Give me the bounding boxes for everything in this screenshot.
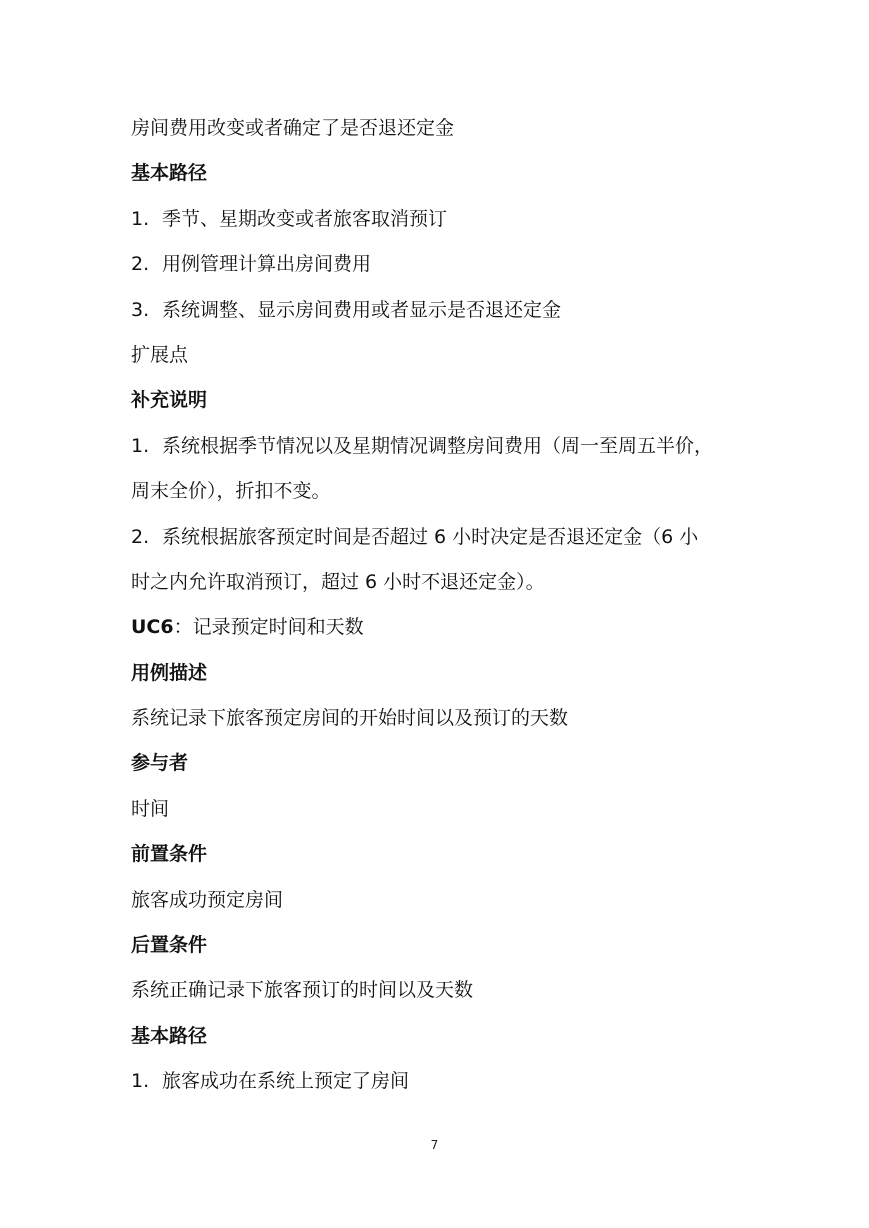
use-case-label: UC6 [131,616,174,639]
section-heading: 基本路径 [131,1024,208,1047]
list-text: 季节、星期改变或者旅客取消预订 [162,207,448,230]
list-text: 用例管理计算出房间费用 [162,253,372,276]
list-number: 2. [131,525,150,548]
list-number: 1. [131,1070,150,1093]
list-text: 系统根据旅客预定时间是否超过 6 小时决定是否退还定金（6 小 [162,525,699,548]
use-case-title [131,611,751,643]
paragraph: 扩展点 [131,343,189,366]
list-item [131,294,751,326]
section-heading: 用例描述 [131,661,208,684]
list-item [131,430,751,462]
list-number: 2. [131,253,150,276]
list-number: 1. [131,207,150,230]
paragraph: 系统记录下旅客预定房间的开始时间以及预订的天数 [131,707,569,730]
use-case-name: ：记录预定时间和天数 [173,616,364,639]
page-number: 7 [430,1138,439,1152]
paragraph-continuation: 时之内允许取消预订，超过 6 小时不退还定金）。 [131,570,545,593]
list-item [131,248,751,280]
section-heading: 参与者 [131,752,189,775]
list-text: 系统根据季节情况以及星期情况调整房间费用（周一至周五半价， [162,434,714,457]
list-item [131,1065,751,1097]
list-text: 旅客成功在系统上预定了房间 [162,1070,410,1093]
page-content [131,112,751,1111]
list-text: 系统调整、显示房间费用或者显示是否退还定金 [162,298,562,321]
paragraph: 系统正确记录下旅客预订的时间以及天数 [131,979,474,1002]
section-heading: 后置条件 [131,934,208,957]
section-heading: 基本路径 [131,162,208,185]
list-item [131,521,751,553]
paragraph: 旅客成功预定房间 [131,888,284,911]
list-item [131,203,751,235]
paragraph-continuation: 周末全价），折扣不变。 [131,480,331,503]
section-heading: 补充说明 [131,389,208,412]
section-heading: 前置条件 [131,843,208,866]
list-number: 1. [131,434,150,457]
list-number: 3. [131,298,150,321]
paragraph: 房间费用改变或者确定了是否退还定金 [131,117,455,139]
paragraph: 时间 [131,797,170,820]
